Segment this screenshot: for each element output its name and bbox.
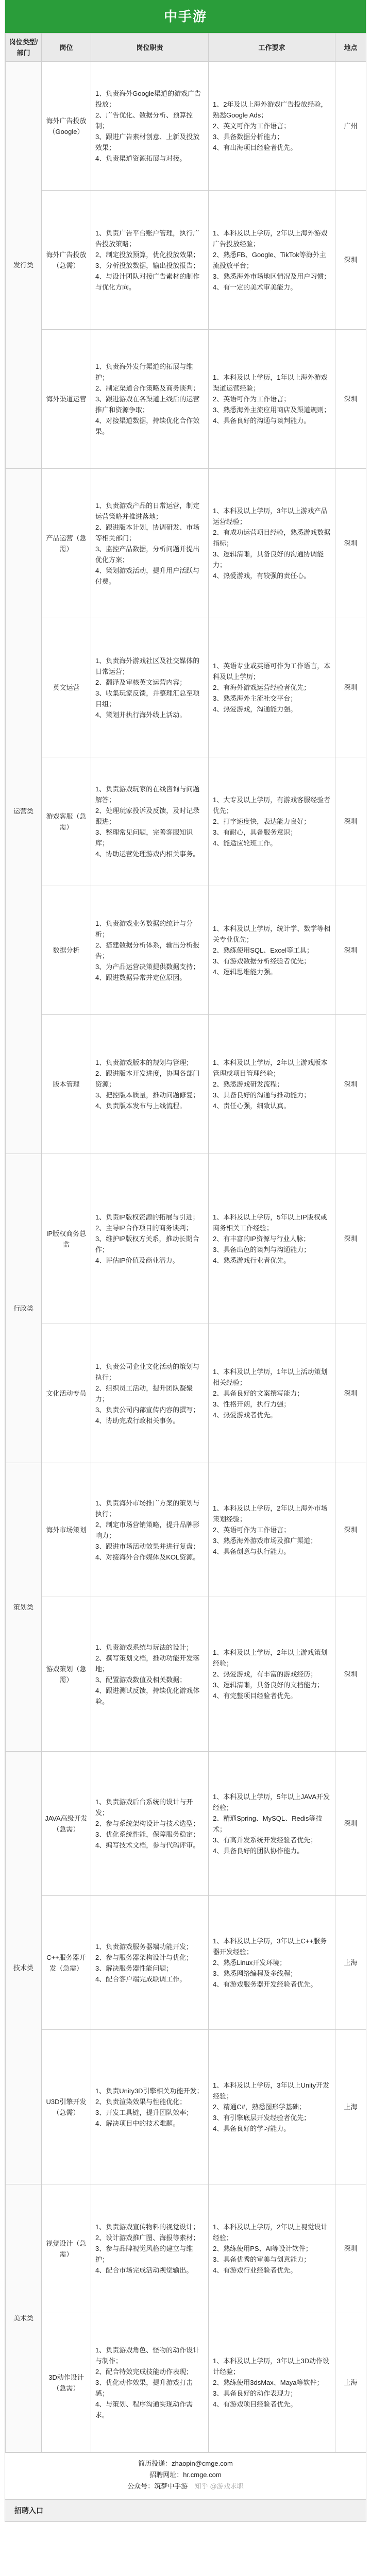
- table-row: [6, 618, 366, 757]
- header-location: 地点: [335, 33, 366, 62]
- row-requirements: 1、本科及以上学历，2年以上海外游戏广告投放经验； 2、熟悉FB、Google、TikTok等海外主流投放平台； 3、熟悉海外市场地区情况及用户习惯； 4、有一定的美术审美能力。: [209, 191, 335, 330]
- row-position: IP版权商务总监: [42, 1154, 91, 1324]
- table-row: [6, 330, 366, 469]
- row-requirements: 1、英语专业或英语可作为工作语言，本科及以上学历； 2、有海外游戏运营经验者优先； 3、熟悉海外主流社交平台； 4、热爱游戏，沟通能力强。: [209, 618, 335, 757]
- table-row: [6, 1896, 366, 2030]
- table-row: [6, 1463, 366, 1597]
- header-duties: 岗位职责: [91, 33, 209, 62]
- table-row: [6, 1154, 366, 1324]
- row-duties: 1、负责广告平台账户管理，执行广告投放策略； 2、制定投放预算，优化投放效果； 3、分析投放数据，输出投放报告； 4、与设计团队对接广告素材的制作与优化方向。: [91, 191, 209, 330]
- row-duties: 1、负责海外发行渠道的拓展与维护； 2、制定渠道合作策略及商务谈判； 3、跟进游戏在各渠道上线后的运营推广和资源争取； 4、对接渠道数据，持续优化合作效果。: [91, 330, 209, 469]
- contact-footer: [5, 2452, 366, 2499]
- row-location: 深圳: [335, 618, 366, 757]
- row-location: 深圳: [335, 191, 366, 330]
- row-requirements: 1、本科及以上学历，3年以上3D动作设计经验； 2、熟练使用3dsMax、Maya等软件； 3、具备良好的动作表现力； 4、有游戏项目经验者优先。: [209, 2313, 335, 2452]
- row-position: 英文运营: [42, 618, 91, 757]
- row-position: JAVA高级开发（急需）: [42, 1752, 91, 1896]
- row-location: 深圳: [335, 2184, 366, 2313]
- row-requirements: 1、本科及以上学历，3年以上游戏产品运营经验； 2、有成功运营项目经验，熟悉游戏数据指标； 3、逻辑清晰，具备良好的沟通协调能力； 4、热爱游戏，有较强的责任心。: [209, 469, 335, 618]
- row-location: 上海: [335, 2030, 366, 2184]
- table-row: [6, 1015, 366, 1154]
- row-duties: 1、负责游戏宣传物料的视觉设计； 2、设计游戏推广图、海报等素材； 3、参与品牌视觉风格的建立与维护； 4、配合市场完成活动视觉输出。: [91, 2184, 209, 2313]
- category-meishu: 美术类: [6, 2184, 42, 2452]
- row-requirements: 1、本科及以上学历，2年以上游戏版本管理或项目管理经验； 2、熟悉游戏研发流程； 3、具备良好的沟通与推动能力； 4、责任心强，细致认真。: [209, 1015, 335, 1154]
- category-faxing: 发行类: [6, 62, 42, 469]
- row-location: 深圳: [335, 1154, 366, 1324]
- row-location: 深圳: [335, 469, 366, 618]
- table-row: [6, 2313, 366, 2452]
- table-row: [6, 191, 366, 330]
- row-position: 3D动作设计（急需）: [42, 2313, 91, 2452]
- row-position: 海外渠道运营: [42, 330, 91, 469]
- header-category: 岗位类型/部门: [6, 33, 42, 62]
- row-location: 深圳: [335, 1752, 366, 1896]
- row-requirements: 1、本科及以上学历，2年以上海外市场策划经验； 2、英语可作为工作语言； 3、熟悉海外游戏市场及推广渠道； 4、具备创意与执行能力。: [209, 1463, 335, 1597]
- row-requirements: 1、本科及以上学历，1年以上活动策划相关经验； 2、具备良好的文案撰写能力； 3、性格开朗，执行力强； 4、热爱游戏者优先。: [209, 1324, 335, 1463]
- row-location: 深圳: [335, 1597, 366, 1752]
- row-duties: 1、负责Unity3D引擎相关功能开发； 2、负责渲染效果与性能优化； 3、开发工具链，提升团队效率； 4、解决项目中的技术难题。: [91, 2030, 209, 2184]
- table-row: [6, 1752, 366, 1896]
- wechat-account-label: 公众号：筑梦中手游: [127, 2482, 188, 2490]
- row-location: 深圳: [335, 1324, 366, 1463]
- recruitment-sheet: [5, 0, 366, 2522]
- table-header-row: [6, 33, 366, 62]
- row-position: 游戏策划（急需）: [42, 1597, 91, 1752]
- row-requirements: 1、本科及以上学历，3年以上Unity开发经验； 2、精通C#，熟悉图形学基础； 3、有引擎底层开发经验者优先； 4、具备良好的学习能力。: [209, 2030, 335, 2184]
- row-duties: 1、负责游戏版本的规划与管理； 2、跟进版本开发进度，协调各部门资源； 3、把控版本质量，推动问题修复； 4、负责版本发布与上线流程。: [91, 1015, 209, 1154]
- row-position: 版本管理: [42, 1015, 91, 1154]
- row-position: 海外市场策划: [42, 1463, 91, 1597]
- row-position: C++服务器开发（急需）: [42, 1896, 91, 2030]
- table-row: [6, 886, 366, 1015]
- row-position: 产品运营（急需）: [42, 469, 91, 618]
- row-duties: 1、负责海外游戏社区及社交媒体的日常运营； 2、翻译及审核英文运营内容； 3、收集玩家反馈，并整理汇总至项目组； 4、策划并执行海外线上活动。: [91, 618, 209, 757]
- row-position: 数据分析: [42, 886, 91, 1015]
- table-row: [6, 469, 366, 618]
- row-duties: 1、负责游戏玩家的在线咨询与问题解答； 2、处理玩家投诉及反馈，及时记录跟进； 3、整理常见问题，完善客服知识库； 4、协助运营处理游戏内相关事务。: [91, 757, 209, 886]
- row-duties: 1、负责公司企业文化活动的策划与执行； 2、组织员工活动，提升团队凝聚力； 3、负责公司内部宣传内容的撰写； 4、协助完成行政相关事务。: [91, 1324, 209, 1463]
- row-requirements: 1、2年及以上海外游戏广告投放经验，熟悉Google Ads； 2、英文可作为工作语言； 3、具备数据分析能力； 4、有出海项目经验者优先。: [209, 62, 335, 191]
- row-position: U3D引擎开发（急需）: [42, 2030, 91, 2184]
- row-position: 游戏客服（急需）: [42, 757, 91, 886]
- row-requirements: 1、本科及以上学历，5年以上IP版权或商务相关工作经验； 2、有丰富的IP资源与行业人脉； 3、具备出色的谈判与沟通能力； 4、熟悉游戏行业者优先。: [209, 1154, 335, 1324]
- row-duties: 1、负责游戏后台系统的设计与开发； 2、参与系统架构设计与技术选型； 3、优化系统性能，保障服务稳定； 4、编写技术文档，参与代码评审。: [91, 1752, 209, 1896]
- watermark: 知乎 @游戏求职: [194, 2482, 244, 2490]
- jobs-table: [5, 33, 366, 2452]
- row-duties: 1、负责游戏业务数据的统计与分析； 2、搭建数据分析体系，输出分析报告； 3、为产品运营决策提供数据支持； 4、跟进数据异常并定位原因。: [91, 886, 209, 1015]
- table-row: [6, 1324, 366, 1463]
- resume-email[interactable]: 简历投递：zhaopin@cmge.com: [138, 2460, 233, 2467]
- company-banner: 中手游: [5, 0, 366, 33]
- table-row: [6, 1597, 366, 1752]
- table-row: [6, 62, 366, 191]
- row-location: 广州: [335, 62, 366, 191]
- row-position: 视觉设计（急需）: [42, 2184, 91, 2313]
- row-duties: 1、负责游戏产品的日常运营，制定运营策略并推进落地； 2、跟进版本计划，协调研发、市场等相关部门； 3、监控产品数据，分析问题并提出优化方案； 4、策划游戏活动，提升用户活跃与付费。: [91, 469, 209, 618]
- row-location: 深圳: [335, 1463, 366, 1597]
- wechat-account: [5, 2481, 366, 2492]
- row-duties: 1、负责游戏系统与玩法的设计； 2、撰写策划文档，推动功能开发落地； 3、配置游戏数值及相关数据； 4、跟进测试反馈，持续优化游戏体验。: [91, 1597, 209, 1752]
- row-location: 深圳: [335, 757, 366, 886]
- row-location: 深圳: [335, 1015, 366, 1154]
- table-row: [6, 757, 366, 886]
- category-xingzheng: 行政类: [6, 1154, 42, 1463]
- table-row: [6, 2030, 366, 2184]
- row-requirements: 1、本科及以上学历，2年以上视觉设计经验； 2、熟练使用PS、AI等设计软件； 3、具备优秀的审美与创意能力； 4、有游戏行业经验者优先。: [209, 2184, 335, 2313]
- category-yunying: 运营类: [6, 469, 42, 1154]
- category-jishu: 技术类: [6, 1752, 42, 2184]
- row-duties: 1、负责海外Google渠道的游戏广告投放； 2、广告优化、数据分析、预算控制； 3、跟进广告素材创意、上新及投放效果； 4、负责渠道资源拓展与对接。: [91, 62, 209, 191]
- row-requirements: 1、本科及以上学历，1年以上海外游戏渠道运营经验； 2、英语可作为工作语言； 3、熟悉海外主流应用商店及渠道规则； 4、具备良好的沟通与谈判能力。: [209, 330, 335, 469]
- row-location: 深圳: [335, 330, 366, 469]
- category-cehua: 策划类: [6, 1463, 42, 1752]
- row-position: 文化活动专员: [42, 1324, 91, 1463]
- row-location: 深圳: [335, 886, 366, 1015]
- recruitment-site[interactable]: 招聘网址：hr.cmge.com: [149, 2471, 222, 2479]
- row-requirements: 1、本科及以上学历，统计学、数学等相关专业优先； 2、熟练使用SQL、Excel等工具； 3、有游戏数据分析经验者优先； 4、逻辑思维能力强。: [209, 886, 335, 1015]
- row-requirements: 1、本科及以上学历，2年以上游戏策划经验； 2、热爱游戏，有丰富的游戏经历； 3、逻辑清晰，具备良好的文档能力； 4、有完整项目经验者优先。: [209, 1597, 335, 1752]
- row-duties: 1、负责海外市场推广方案的策划与执行； 2、制定市场营销策略，提升品牌影响力； 3、跟进市场活动效果并进行复盘； 4、对接海外合作媒体及KOL资源。: [91, 1463, 209, 1597]
- row-duties: 1、负责游戏角色、怪物的动作设计与制作； 2、配合特效完成技能动作表现； 3、优化动作效果，提升游戏打击感； 4、与策划、程序沟通实现动作需求。: [91, 2313, 209, 2452]
- table-row: [6, 2184, 366, 2313]
- header-position: 岗位: [42, 33, 91, 62]
- row-position: 海外广告投放（Google）: [42, 62, 91, 191]
- row-duties: 1、负责IP版权资源的拓展与引进； 2、主导IP合作项目的商务谈判； 3、维护IP版权方关系，推动长期合作； 4、评估IP价值及商业潜力。: [91, 1154, 209, 1324]
- row-requirements: 1、本科及以上学历，3年以上C++服务器开发经验； 2、熟悉Linux开发环境； 3、熟悉网络编程及多线程； 4、有游戏服务器开发经验者优先。: [209, 1896, 335, 2030]
- row-requirements: 1、本科及以上学历，5年以上JAVA开发经验； 2、精通Spring、MySQL、Redis等技术； 3、有高并发系统开发经验者优先； 4、具备良好的团队协作能力。: [209, 1752, 335, 1896]
- row-requirements: 1、大专及以上学历，有游戏客服经验者优先； 2、打字速度快，表达能力良好； 3、有耐心，具备服务意识； 4、能适应轮班工作。: [209, 757, 335, 886]
- recruitment-entry[interactable]: 招聘入口: [5, 2499, 366, 2522]
- row-location: 上海: [335, 2313, 366, 2452]
- row-location: 上海: [335, 1896, 366, 2030]
- header-requirements: 工作要求: [209, 33, 335, 62]
- row-duties: 1、负责游戏服务器端功能开发； 2、参与服务器架构设计与优化； 3、解决服务器性能问题； 4、配合客户端完成联调工作。: [91, 1896, 209, 2030]
- row-position: 海外广告投放（急需）: [42, 191, 91, 330]
